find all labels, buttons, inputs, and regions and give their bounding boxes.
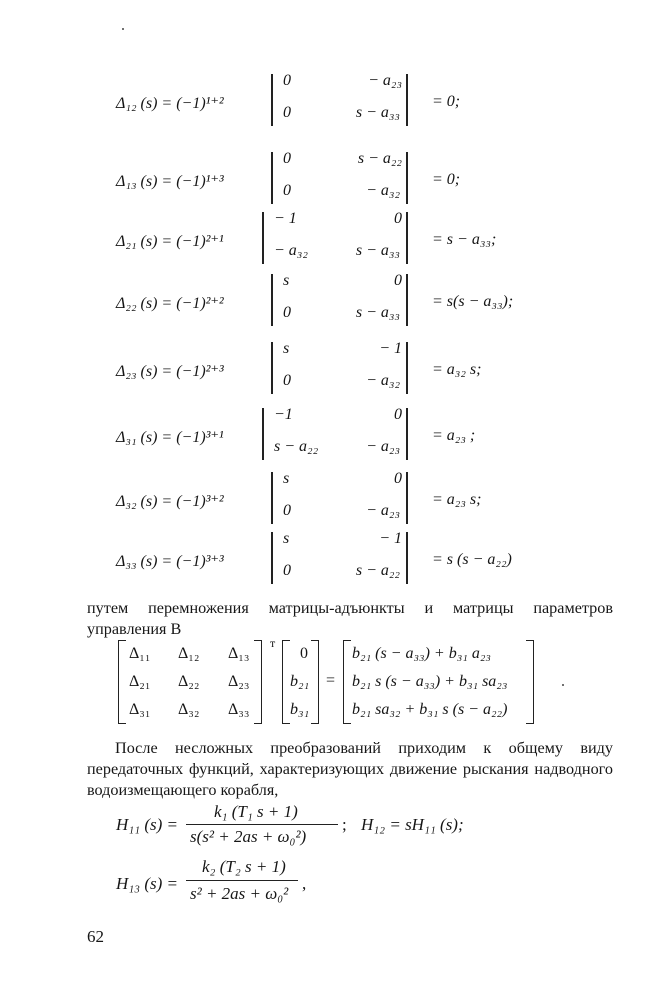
det-right-bar bbox=[406, 472, 408, 524]
det-cell-21: 0 bbox=[283, 562, 291, 579]
adj-right-bracket bbox=[254, 640, 262, 724]
cofactor-lhs: Δ₃₂ (s) = (−1)³⁺² bbox=[116, 493, 224, 510]
det-cell-22: s − a₃₃ bbox=[355, 242, 400, 259]
det-cell-22: − a₂₃ bbox=[366, 502, 400, 519]
adj-12: Δ₁₂ bbox=[178, 645, 200, 662]
det-cell-22: s − a₂₂ bbox=[355, 562, 400, 579]
det-cell-11: −1 bbox=[274, 406, 293, 423]
cofactor-lhs: Δ₃₁ (s) = (−1)³⁺¹ bbox=[116, 429, 224, 446]
adj-32: Δ₃₂ bbox=[178, 701, 200, 718]
adj-21: Δ₂₁ bbox=[129, 673, 151, 690]
det-left-bar bbox=[262, 408, 264, 460]
det-cell-22: s − a₃₃ bbox=[355, 304, 400, 321]
det-cell-12: − 1 bbox=[379, 340, 402, 357]
det-left-bar bbox=[271, 472, 273, 524]
res-1: b₂₁ (s − a₃₃) + b₃₁ a₂₃ bbox=[352, 645, 491, 662]
cofactor-rhs: = s − a₃₃; bbox=[432, 231, 497, 248]
h13-denominator: s² + 2as + ω₀² bbox=[190, 884, 289, 903]
cofactor-rhs: = 0; bbox=[432, 171, 461, 188]
page-number: 62 bbox=[87, 927, 104, 946]
cofactor-rhs: = s(s − a₃₃); bbox=[432, 293, 514, 310]
det-cell-22: − a₃₂ bbox=[366, 182, 400, 199]
det-right-bar bbox=[406, 532, 408, 584]
det-cell-12: 0 bbox=[394, 272, 402, 289]
h11-separator: ; bbox=[342, 815, 347, 834]
intro-text: путем перемножения матрицы-адъюнкты и матрицы параметров управления B bbox=[87, 599, 613, 638]
adj-left-bracket bbox=[118, 640, 126, 724]
b-2: b₂₁ bbox=[290, 673, 310, 690]
det-left-bar bbox=[271, 532, 273, 584]
h12-formula: H₁₂ = sH₁₁ (s); bbox=[361, 815, 464, 834]
adj-23: Δ₂₃ bbox=[228, 673, 250, 690]
cofactor-lhs: Δ₁₃ (s) = (−1)¹⁺³ bbox=[116, 173, 224, 190]
det-right-bar bbox=[406, 74, 408, 126]
det-cell-11: s bbox=[283, 470, 290, 487]
cofactor-lhs: Δ₃₃ (s) = (−1)³⁺³ bbox=[116, 553, 224, 570]
b-1: 0 bbox=[300, 645, 308, 662]
det-cell-22: s − a₃₃ bbox=[355, 104, 400, 121]
det-cell-12: 0 bbox=[394, 210, 402, 227]
det-left-bar bbox=[271, 74, 273, 126]
adj-22: Δ₂₂ bbox=[178, 673, 200, 690]
det-cell-22: − a₂₃ bbox=[366, 438, 400, 455]
det-cell-21: 0 bbox=[283, 104, 291, 121]
h13-tail: , bbox=[302, 874, 307, 893]
det-cell-21: 0 bbox=[283, 182, 291, 199]
cofactor-lhs: Δ₂₃ (s) = (−1)²⁺³ bbox=[116, 363, 224, 380]
det-right-bar bbox=[406, 212, 408, 264]
adj-11: Δ₁₁ bbox=[129, 645, 151, 662]
det-cell-11: s bbox=[283, 530, 290, 547]
det-left-bar bbox=[271, 342, 273, 394]
det-cell-11: − 1 bbox=[274, 210, 297, 227]
intro-paragraph bbox=[87, 598, 613, 640]
b-right-bracket bbox=[311, 640, 319, 724]
det-cell-11: s bbox=[283, 340, 290, 357]
det-cell-21: s − a₂₂ bbox=[274, 438, 319, 455]
body-text: После несложных преобразований приходим к общему виду передаточных функций, характеризующих движение рыскания надводного водоизмещающего корабля, bbox=[87, 739, 613, 799]
det-right-bar bbox=[406, 408, 408, 460]
det-left-bar bbox=[271, 152, 273, 204]
cofactor-rhs: = a₂₃ ; bbox=[432, 427, 476, 444]
b-3: b₃₁ bbox=[290, 701, 310, 718]
adj-13: Δ₁₃ bbox=[228, 645, 250, 662]
cofactor-lhs: Δ₂₁ (s) = (−1)²⁺¹ bbox=[116, 233, 224, 250]
b-left-bracket bbox=[282, 640, 290, 724]
h13-lhs: H₁₃ (s) = bbox=[116, 874, 179, 893]
det-cell-12: − 1 bbox=[379, 530, 402, 547]
adj-31: Δ₃₁ bbox=[129, 701, 151, 718]
det-cell-12: 0 bbox=[394, 406, 402, 423]
cofactor-rhs: = a₂₃ s; bbox=[432, 491, 482, 508]
res-3: b₂₁ sa₃₂ + b₃₁ s (s − a₂₂) bbox=[352, 701, 508, 718]
cofactor-lhs: Δ₁₂ (s) = (−1)¹⁺² bbox=[116, 95, 224, 112]
h13-fraction-line bbox=[186, 880, 298, 881]
transpose-mark: т bbox=[270, 636, 276, 650]
det-left-bar bbox=[271, 274, 273, 326]
det-cell-22: − a₃₂ bbox=[366, 372, 400, 389]
det-cell-21: 0 bbox=[283, 502, 291, 519]
scan-speck bbox=[122, 28, 124, 30]
adj-33: Δ₃₃ bbox=[228, 701, 250, 718]
res-left-bracket bbox=[343, 640, 351, 724]
body-paragraph bbox=[87, 738, 613, 801]
det-cell-21: − a₃₂ bbox=[274, 242, 308, 259]
h13-numerator: k₂ (T₂ s + 1) bbox=[202, 857, 286, 876]
det-cell-11: 0 bbox=[283, 72, 291, 89]
det-cell-12: s − a₂₂ bbox=[357, 150, 402, 167]
det-cell-12: − a₂₃ bbox=[368, 72, 402, 89]
matrix-equals: = bbox=[326, 672, 336, 689]
cofactor-lhs: Δ₂₂ (s) = (−1)²⁺² bbox=[116, 295, 224, 312]
det-cell-12: 0 bbox=[394, 470, 402, 487]
res-2: b₂₁ s (s − a₃₃) + b₃₁ sa₂₃ bbox=[352, 673, 508, 690]
cofactor-rhs: = a₃₂ s; bbox=[432, 361, 482, 378]
cofactor-rhs: = 0; bbox=[432, 93, 461, 110]
det-cell-21: 0 bbox=[283, 304, 291, 321]
cofactor-rhs: = s (s − a₂₂) bbox=[432, 551, 512, 568]
h11-numerator: k₁ (T₁ s + 1) bbox=[214, 802, 298, 821]
h11-lhs: H₁₁ (s) = bbox=[116, 815, 179, 834]
det-left-bar bbox=[262, 212, 264, 264]
res-right-bracket bbox=[526, 640, 534, 724]
det-right-bar bbox=[406, 342, 408, 394]
det-cell-21: 0 bbox=[283, 372, 291, 389]
det-cell-11: 0 bbox=[283, 150, 291, 167]
h11-denominator: s(s² + 2as + ω₀²) bbox=[190, 827, 307, 846]
det-right-bar bbox=[406, 152, 408, 204]
det-right-bar bbox=[406, 274, 408, 326]
h11-fraction-line bbox=[186, 824, 338, 825]
trailing-dot bbox=[562, 684, 564, 686]
det-cell-11: s bbox=[283, 272, 290, 289]
